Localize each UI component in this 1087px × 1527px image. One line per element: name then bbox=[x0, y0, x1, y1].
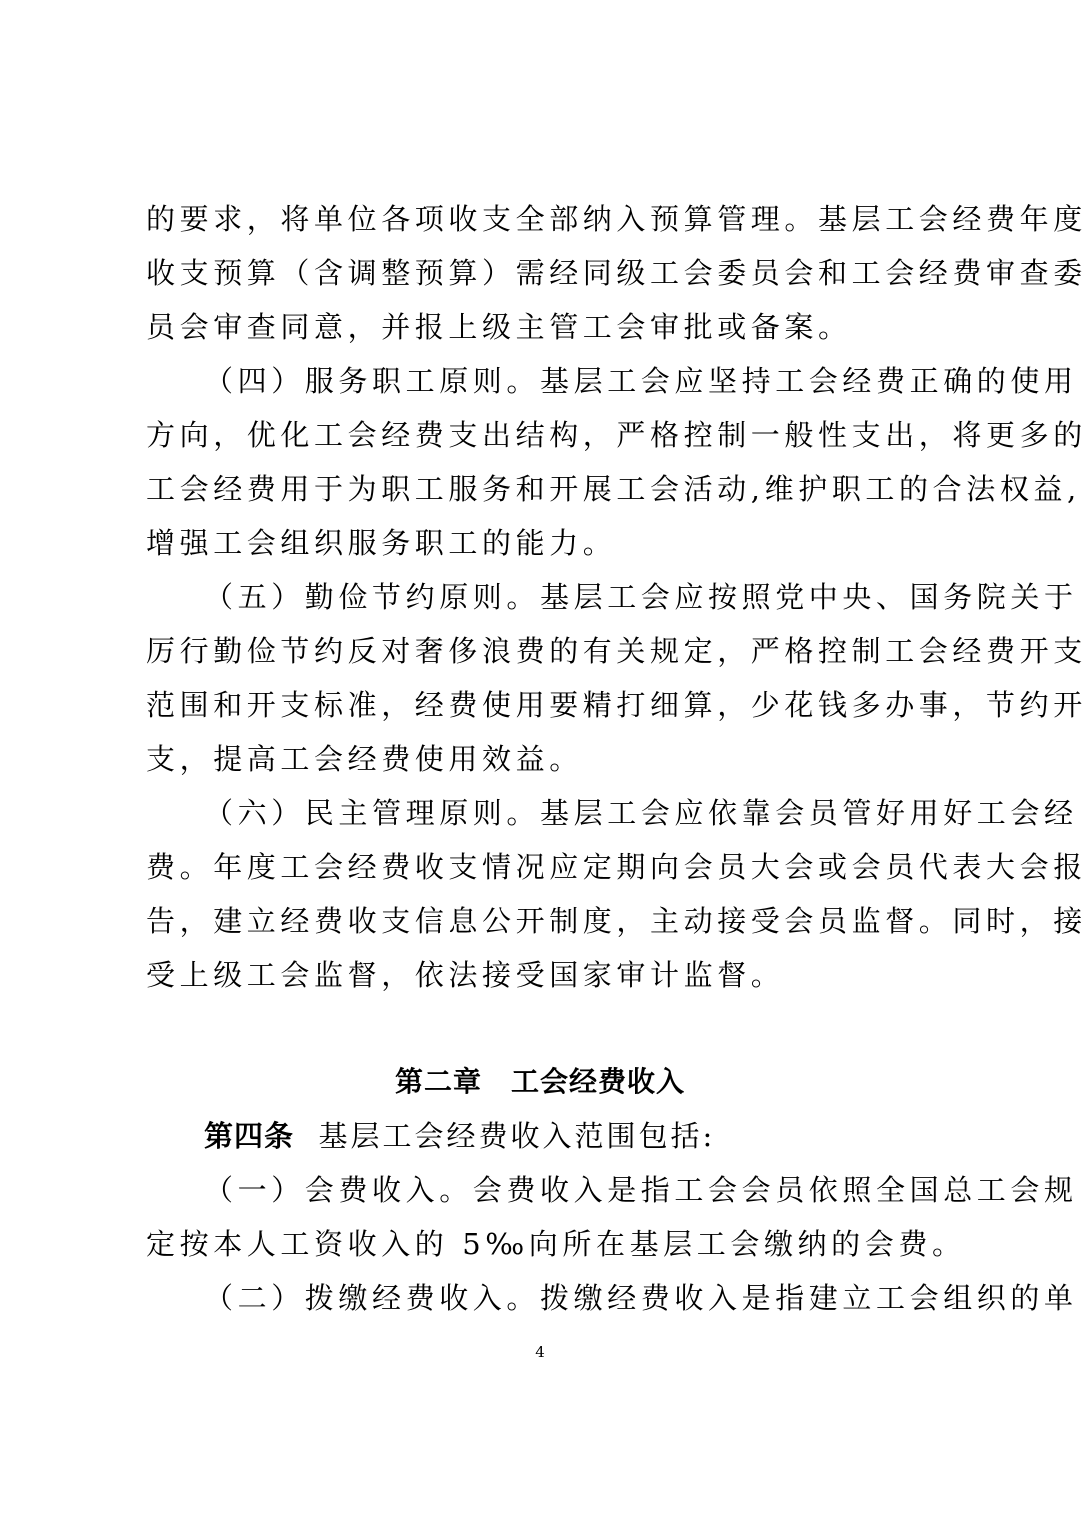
text-line: （二）拨缴经费收入。拨缴经费收入是指建立工会组织的单 bbox=[204, 1281, 1078, 1315]
text-line: 工会经费用于为职工服务和开展工会活动,维护职工的合法权益, bbox=[146, 472, 1081, 506]
text-line: 定按本人工资收入的 5‰向所在基层工会缴纳的会费。 bbox=[146, 1227, 966, 1261]
text-line: 增强工会组织服务职工的能力。 bbox=[146, 526, 617, 560]
text-line: （一）会费收入。会费收入是指工会会员依照全国总工会规 bbox=[204, 1173, 1078, 1207]
text-line: 告，建立经费收支信息公开制度，主动接受会员监督。同时，接 bbox=[146, 904, 1087, 938]
text-line: 支，提高工会经费使用效益。 bbox=[146, 742, 583, 776]
text-line: （四）服务职工原则。基层工会应坚持工会经费正确的使用 bbox=[204, 364, 1078, 398]
text-line: （六）民主管理原则。基层工会应依靠会员管好用好工会经 bbox=[204, 796, 1078, 830]
text-line: （五）勤俭节约原则。基层工会应按照党中央、国务院关于 bbox=[204, 580, 1078, 614]
text-line: 厉行勤俭节约反对奢侈浪费的有关规定，严格控制工会经费开支 bbox=[146, 634, 1087, 668]
article-label: 第四条 bbox=[204, 1119, 295, 1153]
chapter-title: 第二章 工会经费收入 bbox=[394, 1065, 685, 1098]
page-number: 4 bbox=[535, 1343, 545, 1361]
text-line: 员会审查同意，并报上级主管工会审批或备案。 bbox=[146, 310, 852, 344]
text-line: 费。年度工会经费收支情况应定期向会员大会或会员代表大会报 bbox=[146, 850, 1087, 884]
text-line: 收支预算（含调整预算）需经同级工会委员会和工会经费审查委 bbox=[146, 256, 1087, 290]
text-line: 方向，优化工会经费支出结构，严格控制一般性支出，将更多的 bbox=[146, 418, 1087, 452]
text-line: 范围和开支标准，经费使用要精打细算，少花钱多办事，节约开 bbox=[146, 688, 1087, 722]
text-line: 的要求，将单位各项收支全部纳入预算管理。基层工会经费年度 bbox=[146, 202, 1087, 236]
text-line: 受上级工会监督，依法接受国家审计监督。 bbox=[146, 958, 785, 992]
article-text: 基层工会经费收入范围包括: bbox=[318, 1119, 716, 1153]
article-heading bbox=[204, 1116, 946, 1156]
